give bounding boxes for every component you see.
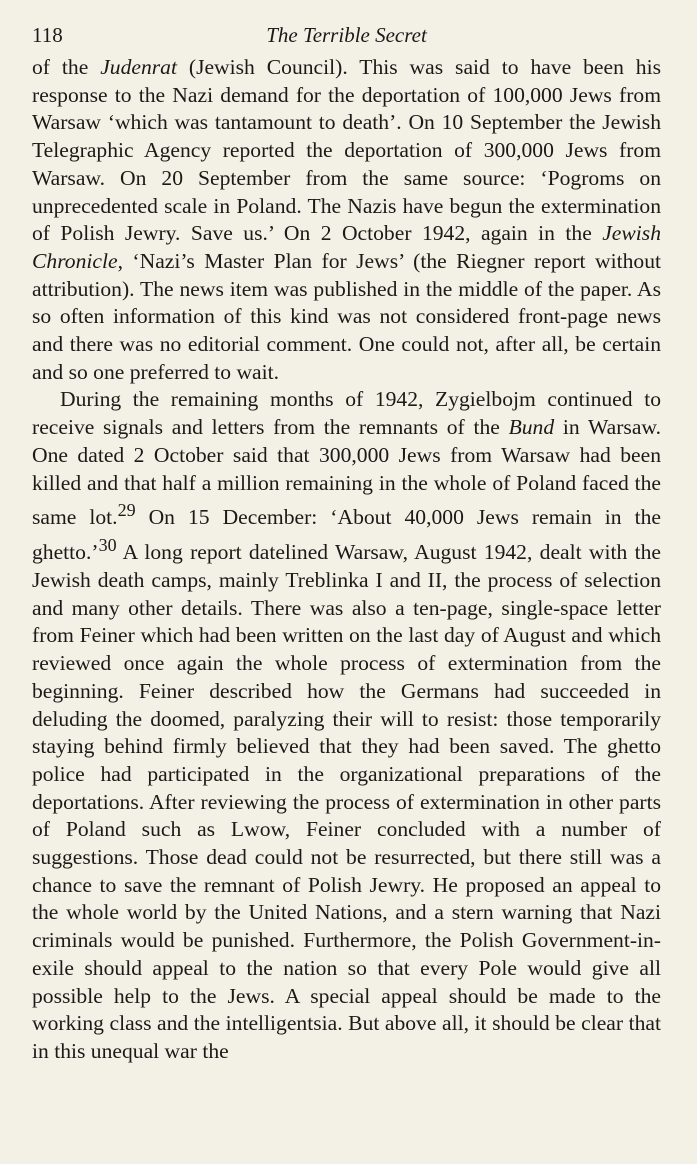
text-run: On 15 December: ‘About 40,000 Jews remain in the ghetto.’ [32,505,661,565]
footnote-ref: 30 [98,535,117,556]
text-run: During the remaining months of 1942, Zygielbojm continued to receive signals and letters from the remnants of the [32,387,661,440]
footnote-ref: 29 [117,500,136,521]
text-run: , ‘Nazi’s Master Plan for Jews’ (the Riegner report without attribution). The news item was published in the middle of the paper. As so often information of this kind was not considered front-page news and there was no editorial comment. One could not, after all, be certain and so one preferred to wait. [32,248,661,384]
page-number: 118 [32,23,63,47]
italic-text: Jewish Chronicle [32,221,661,273]
paragraph [32,54,661,386]
text-run: in Warsaw. One dated 2 October said that 300,000 Jews from Warsaw had been killed and that half a million remaining in the whole of Poland faced the same lot. [32,415,661,530]
body-text [32,54,661,1066]
italic-text: Bund [508,415,555,440]
italic-text: Judenrat [100,55,177,79]
text-run: of the [32,55,101,79]
running-head [32,20,661,50]
text-run: (Jewish Council). This was said to have been his response to the Nazi demand for the deportation of 100,000 Jews from Warsaw ‘which was tantamount to death’. On 10 September the Jewish Telegraphic Agency reported the deportation of 300,000 Jews from Warsaw. On 20 September from the same source: ‘Pogroms on unprecedented scale in Poland. The Nazis have begun the extermination of Polish Jewry. Save us.’ On 2 October 1942, again in the [32,55,661,246]
running-title: The Terrible Secret [266,23,427,47]
paragraph [32,386,661,1065]
text-run: A long report datelined Warsaw, August 1942, dealt with the Jewish death camps, mainly Treblinka I and II, the process of selection and many other details. There was also a ten-page, single-space letter from Feiner which had been written on the last day of August and which reviewed once again the whole process of extermination from the beginning. Feiner described how the Germans had succeeded in deluding the doomed, paralyzing their will to resist: those temporarily staying behind firmly believed that they had been saved. The ghetto police had participated in the organizational preparations of the deportations. After reviewing the process of extermination in other parts of Poland such as Lwow, Feiner concluded with a number of suggestions. Those dead could not be resurrected, but there still was a chance to save the remnant of Polish Jewry. He proposed an appeal to the whole world by the United Nations, and a stern warning that Nazi criminals would be punished. Furthermore, the Polish Government-in-exile should appeal to the nation so that every Pole would give all possible help to the Jews. A special appeal should be made to the working class and the intelligentsia. But above all, it should be clear that in this unequal war the [32,540,661,1063]
